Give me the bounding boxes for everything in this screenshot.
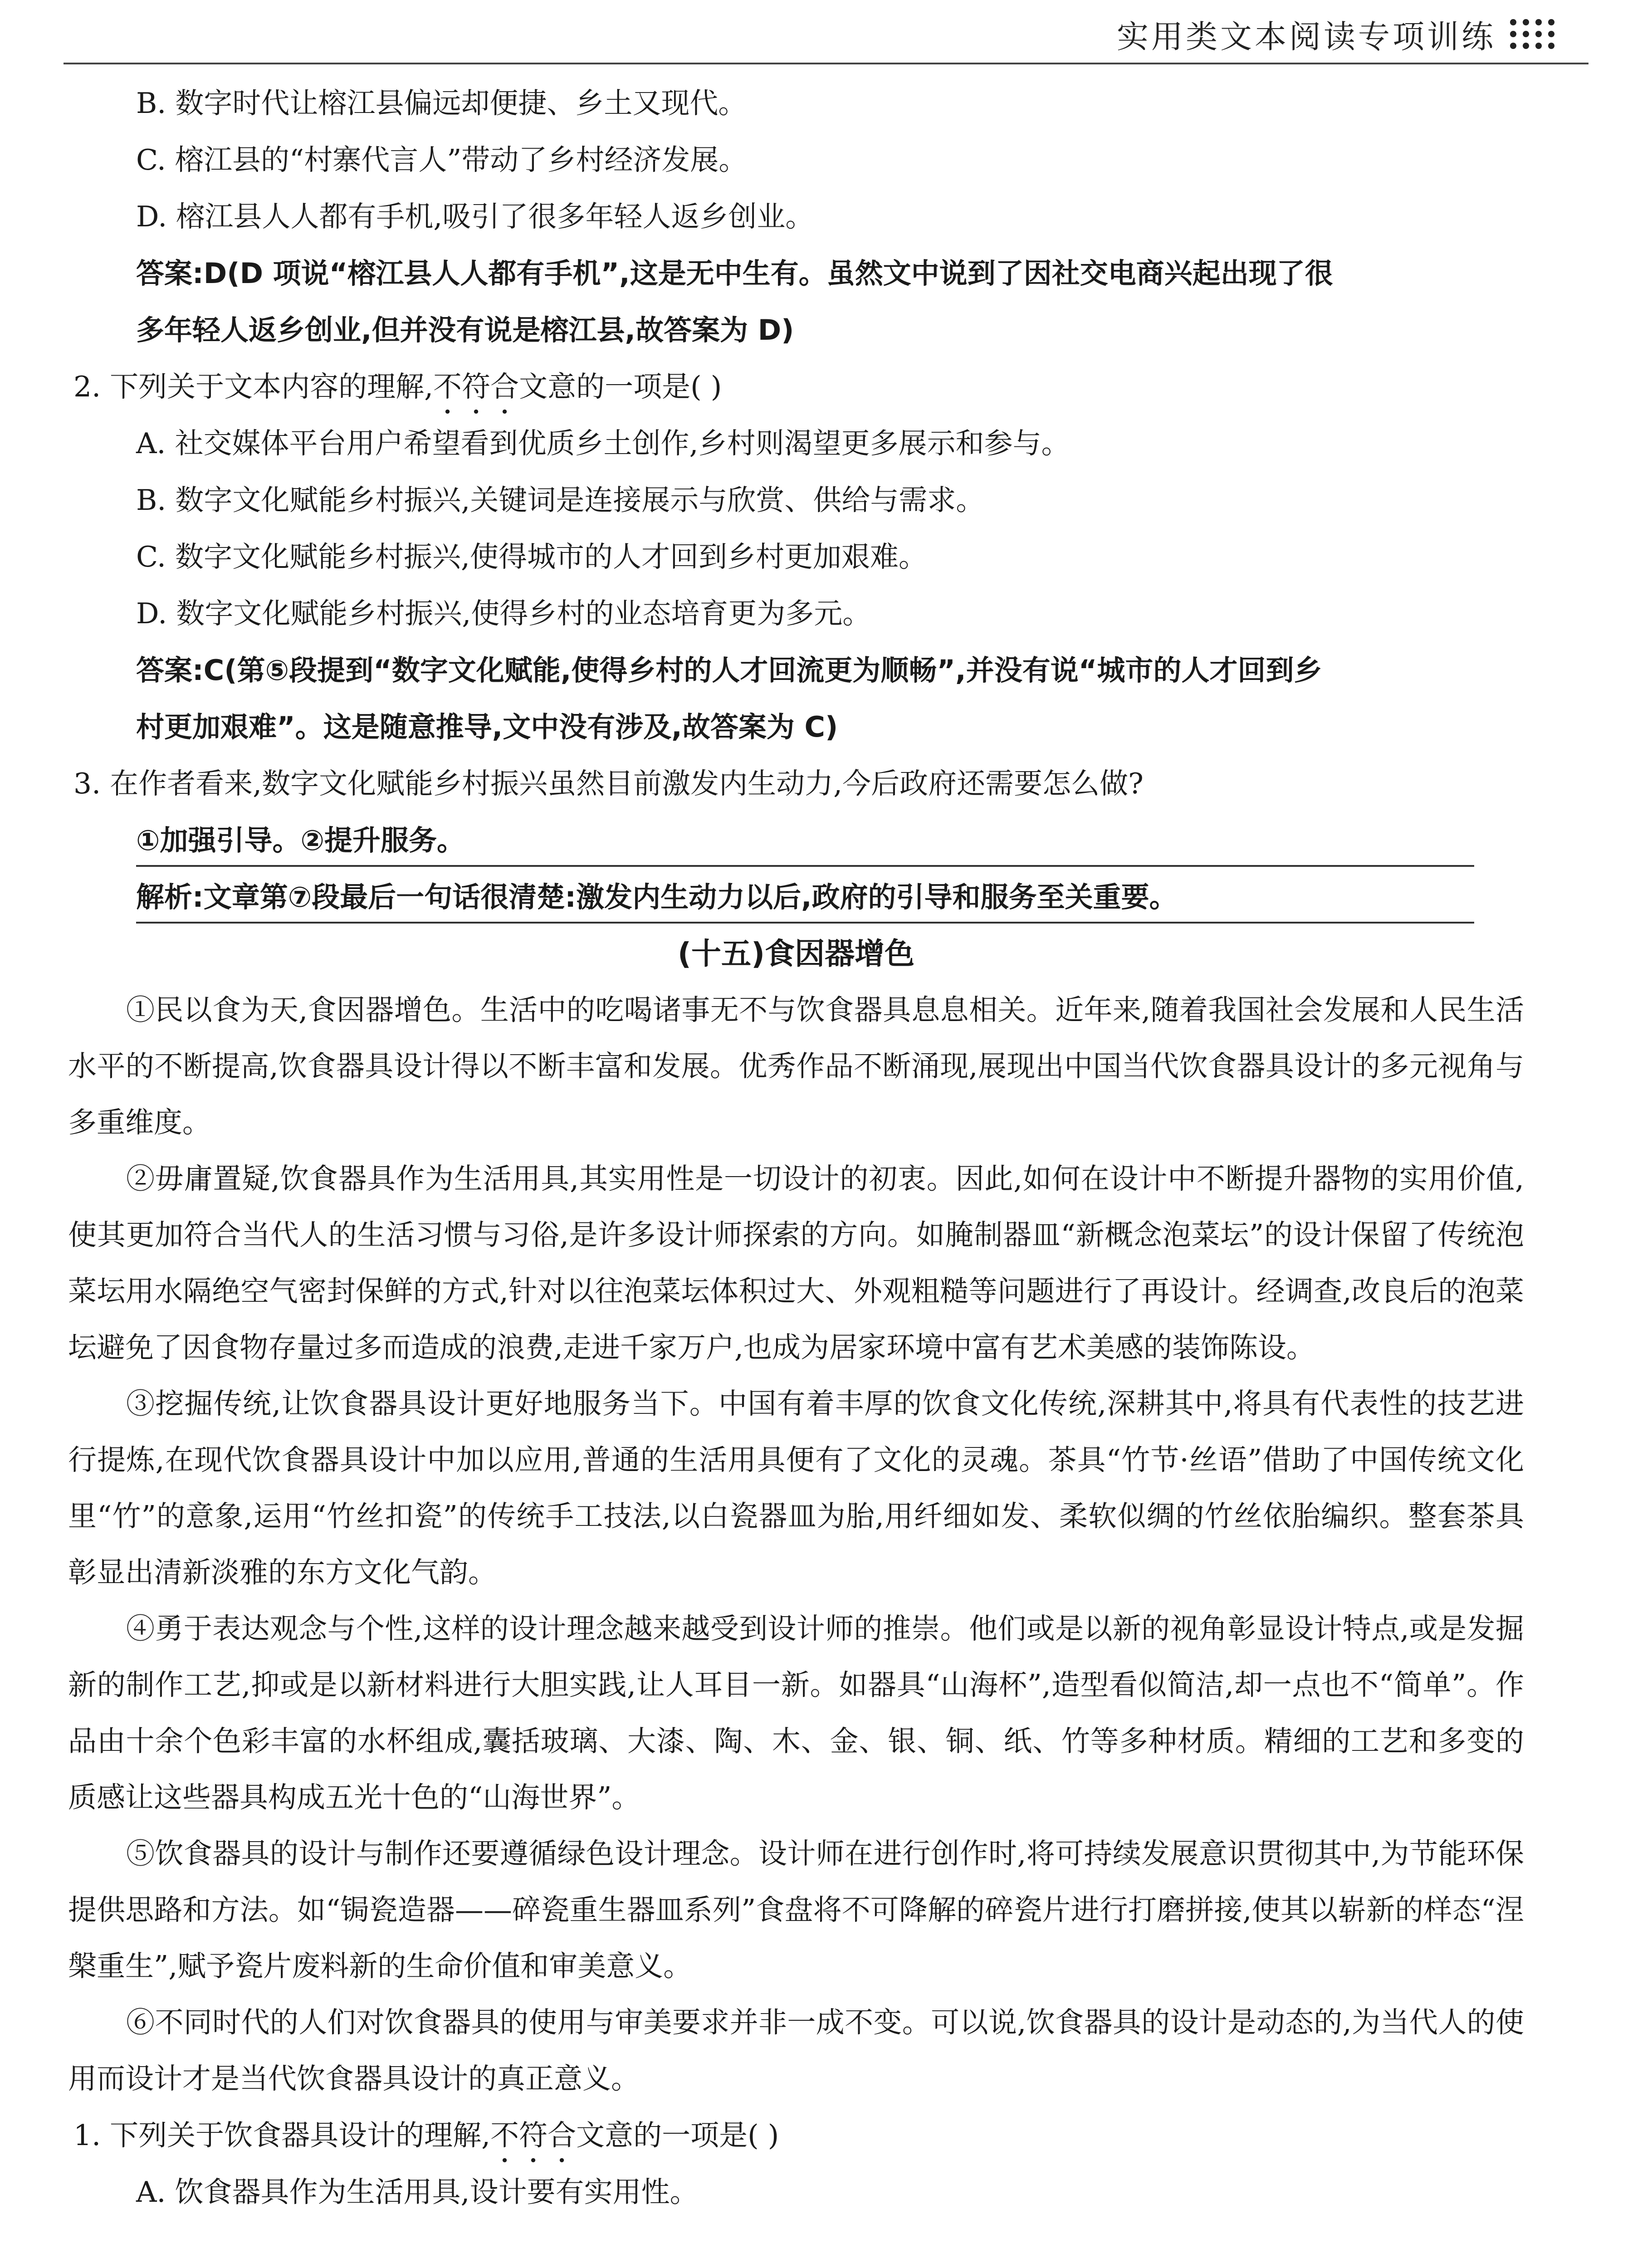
question-2: [68, 358, 1524, 415]
q2-option-a: A. 社交媒体平台用户希望看到优质乡土创作,乡村则渴望更多展示和参与。: [136, 427, 1070, 460]
prev-option-d: D. 榕江县人人都有手机,吸引了很多年轻人返乡创业。: [136, 200, 814, 233]
analysis-3-text: 解析:文章第⑦段最后一句话很清楚:激发内生动力以后,政府的引导和服务至关重要。: [136, 873, 1474, 924]
article-paragraph-1: ①民以食为天,食因器增色。生活中的吃喝诸事无不与饮食器具息息相关。近年来,随着我国社会发展和人民生活水平的不断提高,饮食器具设计得以不断丰富和发展。优秀作品不断涌现,展现出中国当代饮食器具设计的多元视角与多重维度。: [68, 993, 1524, 1139]
dots-icon: [1507, 16, 1561, 52]
article-question-1: [68, 2107, 1524, 2164]
page-content: [68, 75, 1524, 2220]
answer-1-line-1: 答案:D(D 项说“榕江县人人都有手机”,这是无中生有。虽然文中说到了因社交电商兴起出现了很: [136, 257, 1333, 290]
analysis-3: [68, 869, 1524, 925]
header-divider: [64, 63, 1588, 64]
question-2-pre: 2. 下列关于文本内容的理解,: [73, 370, 434, 403]
article-paragraph-4: ④勇于表达观念与个性,这样的设计理念越来越受到设计师的推崇。他们或是以新的视角彰显设计特点,或是发掘新的制作工艺,抑或是以新材料进行大胆实践,让人耳目一新。如器具“山海杯”,造型看似简洁,却一点也不“简单”。作品由十余个色彩丰富的水杯组成,囊括玻璃、大漆、陶、木、金、银、铜、纸、竹等多种材质。精细的工艺和多变的质感让这些器具构成五光十色的“山海世界”。: [68, 1612, 1524, 1814]
article-paragraph-6: ⑥不同时代的人们对饮食器具的使用与审美要求并非一成不变。可以说,饮食器具的设计是动态的,为当代人的使用而设计才是当代饮食器具设计的真正意义。: [68, 2006, 1524, 2095]
answer-2-line-1: 答案:C(第⑤段提到“数字文化赋能,使得乡村的人才回流更为顺畅”,并没有说“城市的人才回到乡: [136, 654, 1322, 687]
header-title: 实用类文本阅读专项训练: [1117, 18, 1496, 55]
article-paragraph-2: ②毋庸置疑,饮食器具作为生活用具,其实用性是一切设计的初衷。因此,如何在设计中不断提升器物的实用价值,使其更加符合当代人的生活习惯与习俗,是许多设计师探索的方向。如腌制器皿“新概念泡菜坛”的设计保留了传统泡菜坛用水隔绝空气密封保鲜的方式,针对以往泡菜坛体积过大、外观粗糙等问题进行了再设计。经调查,改良后的泡菜坛避免了因食物存量过多而造成的浪费,走进千家万户,也成为居家环境中富有艺术美感的装饰陈设。: [68, 1162, 1524, 1364]
article-question-1-post: 文意的一项是( ): [576, 2119, 779, 2152]
q2-option-c: C. 数字文化赋能乡村振兴,使得城市的人才回到乡村更加艰难。: [136, 540, 928, 573]
answer-3-text: ①加强引导。②提升服务。: [136, 816, 1474, 867]
article-title: (十五)食因器增色: [677, 936, 915, 971]
article-q1-option-a: A. 饮食器具作为生活用具,设计要有实用性。: [136, 2175, 699, 2209]
answer-3: [68, 812, 1524, 869]
prev-option-b: B. 数字时代让榕江县偏远却便捷、乡土又现代。: [136, 87, 747, 120]
article-paragraph-5: ⑤饮食器具的设计与制作还要遵循绿色设计理念。设计师在进行创作时,将可持续发展意识贯彻其中,为节能环保提供思路和方法。如“锔瓷造器——碎瓷重生器皿系列”食盘将不可降解的碎瓷片进行打磨拼接,使其以崭新的样态“涅槃重生”,赋予瓷片废料新的生命价值和审美意义。: [68, 1837, 1524, 1983]
question-2-emphasis: 不符合: [433, 370, 519, 403]
q2-option-d: D. 数字文化赋能乡村振兴,使得乡村的业态培育更为多元。: [136, 597, 871, 630]
answer-2-line-2: 村更加艰难”。这是随意推导,文中没有涉及,故答案为 C): [136, 710, 838, 743]
q2-option-b: B. 数字文化赋能乡村振兴,关键词是连接展示与欣赏、供给与需求。: [136, 484, 985, 517]
prev-option-c: C. 榕江县的“村寨代言人”带动了乡村经济发展。: [136, 143, 748, 176]
question-2-post: 文意的一项是( ): [519, 370, 722, 403]
page-header: [1117, 9, 1561, 59]
article-question-1-emphasis: 不符合: [490, 2119, 577, 2152]
answer-1-line-2: 多年轻人返乡创业,但并没有说是榕江县,故答案为 D): [136, 313, 794, 347]
question-3: 3. 在作者看来,数字文化赋能乡村振兴虽然目前激发内生动力,今后政府还需要怎么做?: [73, 767, 1144, 800]
article-paragraph-3: ③挖掘传统,让饮食器具设计更好地服务当下。中国有着丰厚的饮食文化传统,深耕其中,将具有代表性的技艺进行提炼,在现代饮食器具设计中加以应用,普通的生活用具便有了文化的灵魂。茶具“竹节·丝语”借助了中国传统文化里“竹”的意象,运用“竹丝扣瓷”的传统手工技法,以白瓷器皿为胎,用纤细如发、柔软似绸的竹丝依胎编织。整套茶具彰显出清新淡雅的东方文化气韵。: [68, 1387, 1524, 1589]
article-question-1-pre: 1. 下列关于饮食器具设计的理解,: [73, 2119, 491, 2152]
